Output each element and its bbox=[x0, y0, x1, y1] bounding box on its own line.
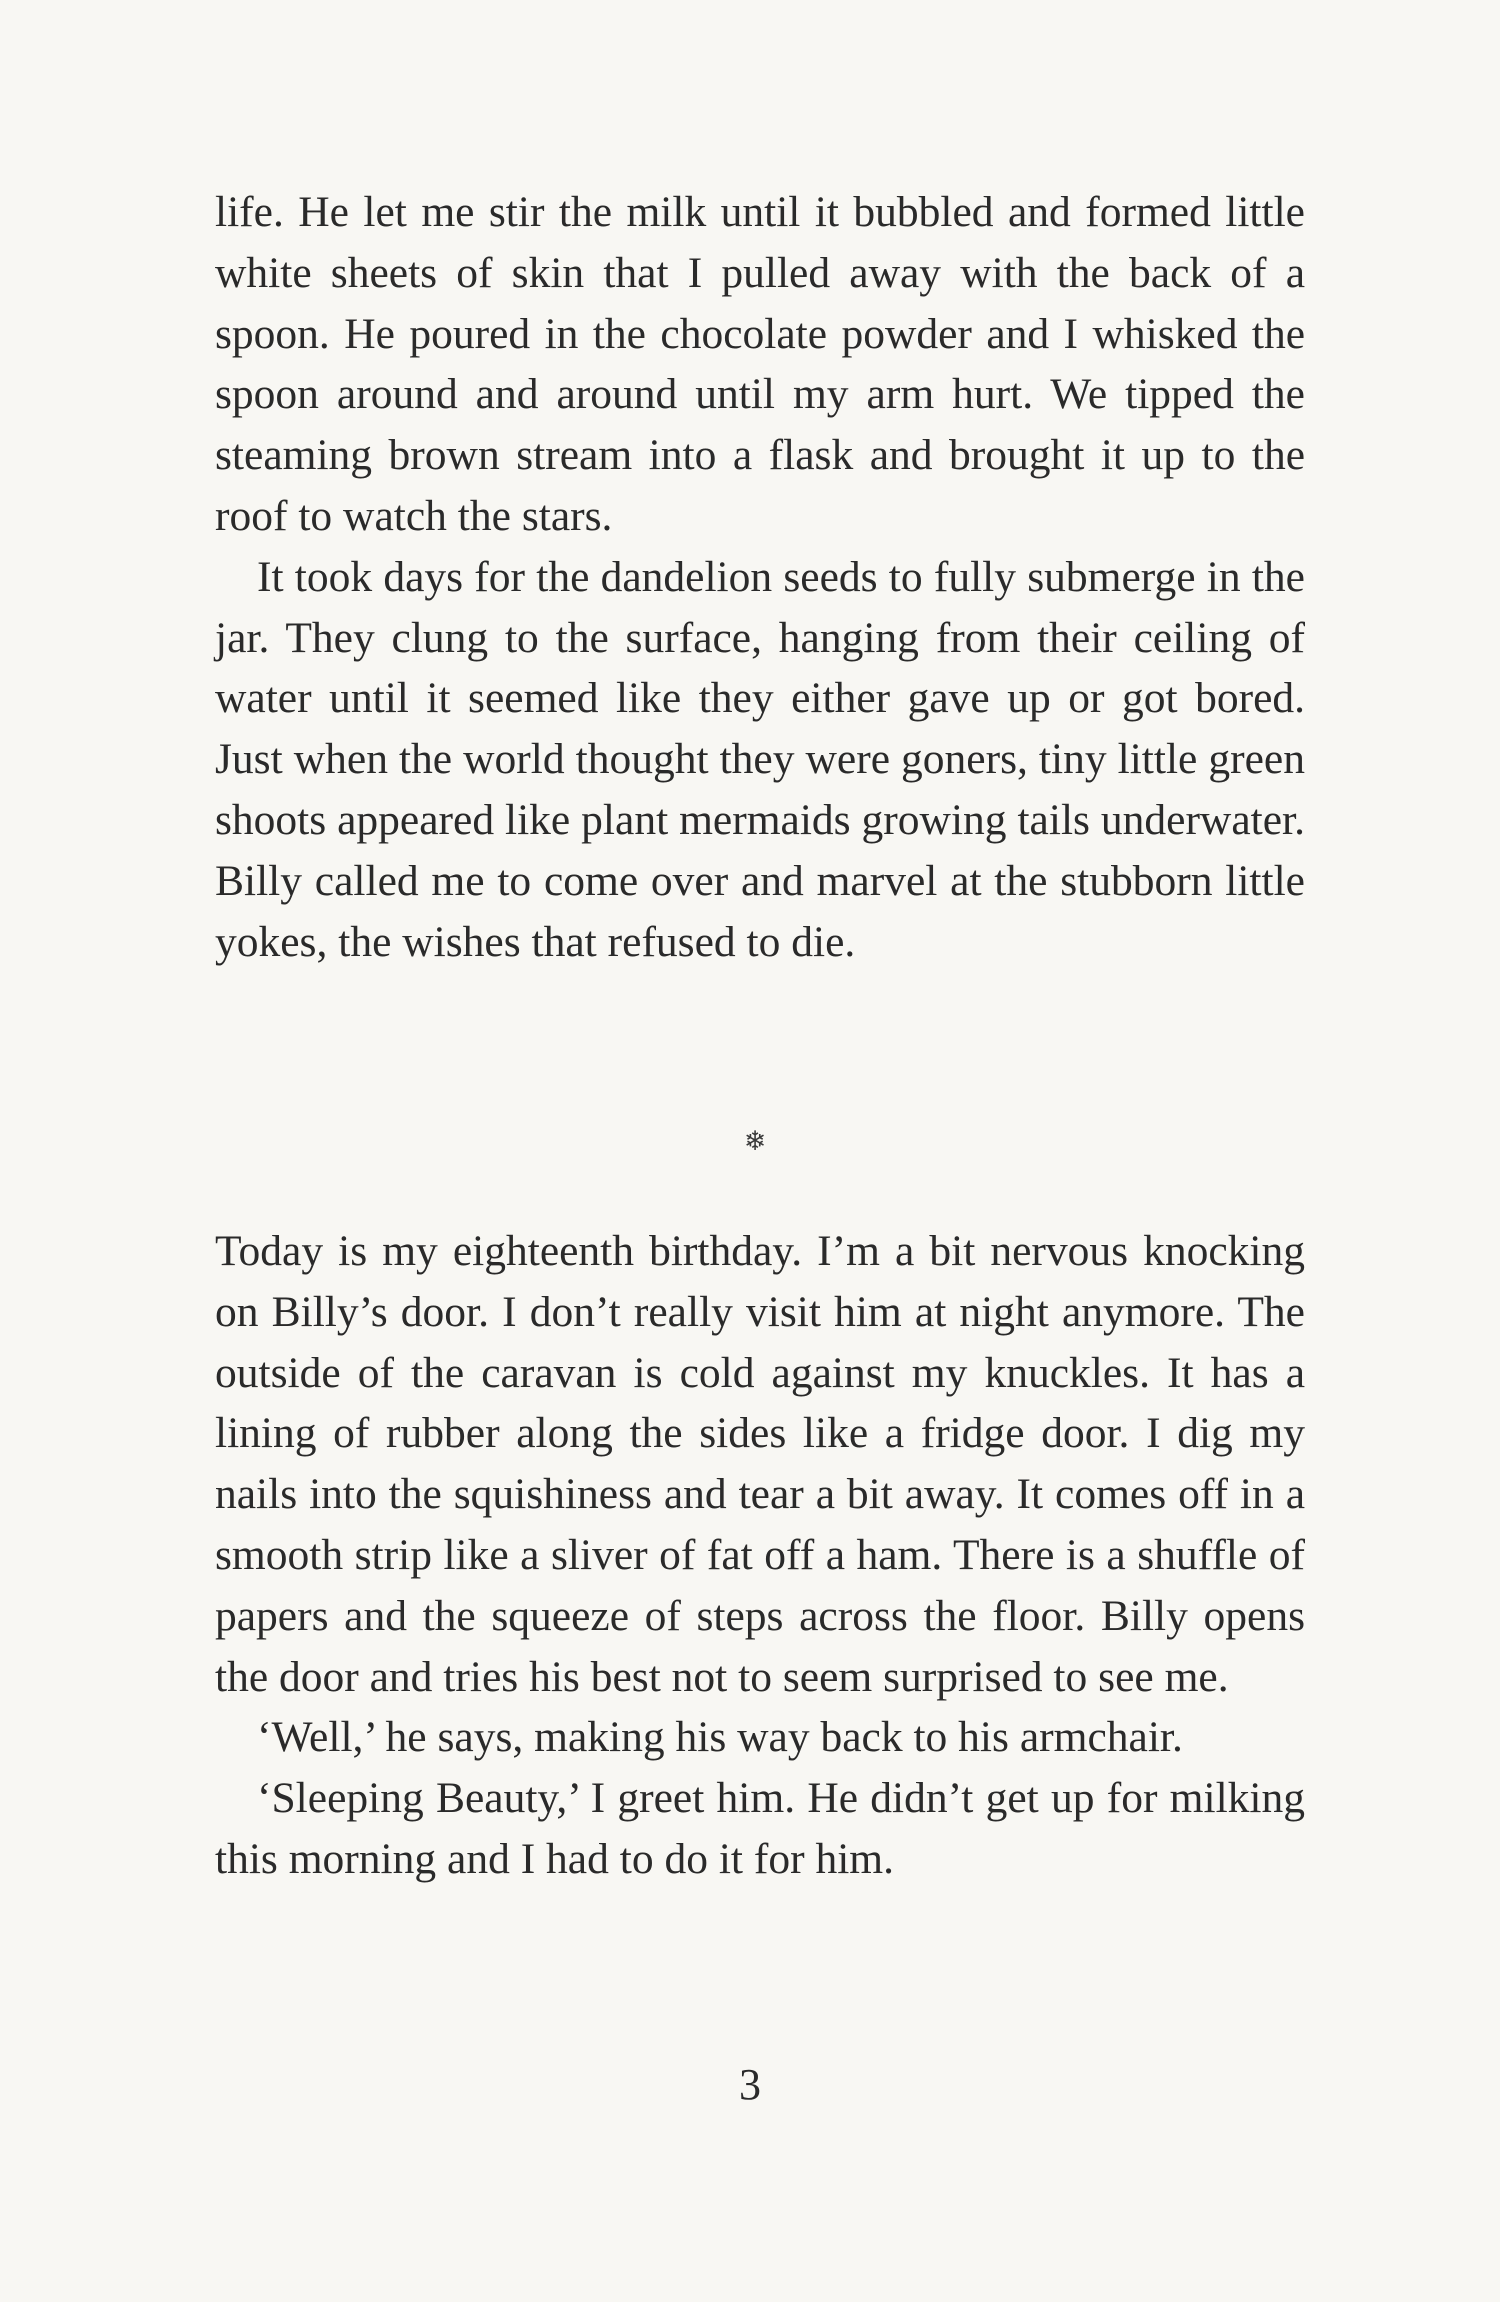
paragraph: ‘Well,’ he says, making his way back to his armchair. bbox=[257, 1713, 1183, 1762]
text-section-2 bbox=[215, 1221, 1305, 1890]
paragraph-continued: life. He let me stir the milk until it bubbled and formed little white sheets of skin that I pulled away with the back of a spoon. He poured in the chocolate powder and I whisked the spoon around and around until my arm hurt. We tipped the steaming brown stream into a flask and brought it up to the roof to watch the stars. bbox=[215, 188, 1305, 540]
paragraph: ‘Sleeping Beauty,’ I greet him. He didn’t get up for milking this morning and I had to do it for him. bbox=[215, 1774, 1305, 1883]
paragraph: It took days for the dandelion seeds to fully submerge in the jar. They clung to the surface, hanging from their ceiling of water until it seemed like they either gave up or got bored. Just when the world thought they were goners, tiny little green shoots appeared like plant mermaids growing tails underwater. Billy called me to come over and marvel at the stubborn little yokes, the wishes that refused to die. bbox=[215, 552, 1305, 966]
scene-break-ornament-icon: ❄ bbox=[743, 1126, 767, 1157]
text-section-1 bbox=[215, 182, 1305, 972]
paragraph: Today is my eighteenth birthday. I’m a bit nervous knocking on Billy’s door. I don’t really visit him at night anymore. The outside of the caravan is cold against my knuckles. It has a lining of rubber along the sides like a fridge door. I dig my nails into the squishiness and tear a bit away. It comes off in a smooth strip like a sliver of fat off a ham. There is a shuffle of papers and the squeeze of steps across the floor. Billy opens the door and tries his best not to seem surprised to see me. bbox=[215, 1227, 1305, 1701]
page-number: 3 bbox=[739, 2060, 761, 2109]
